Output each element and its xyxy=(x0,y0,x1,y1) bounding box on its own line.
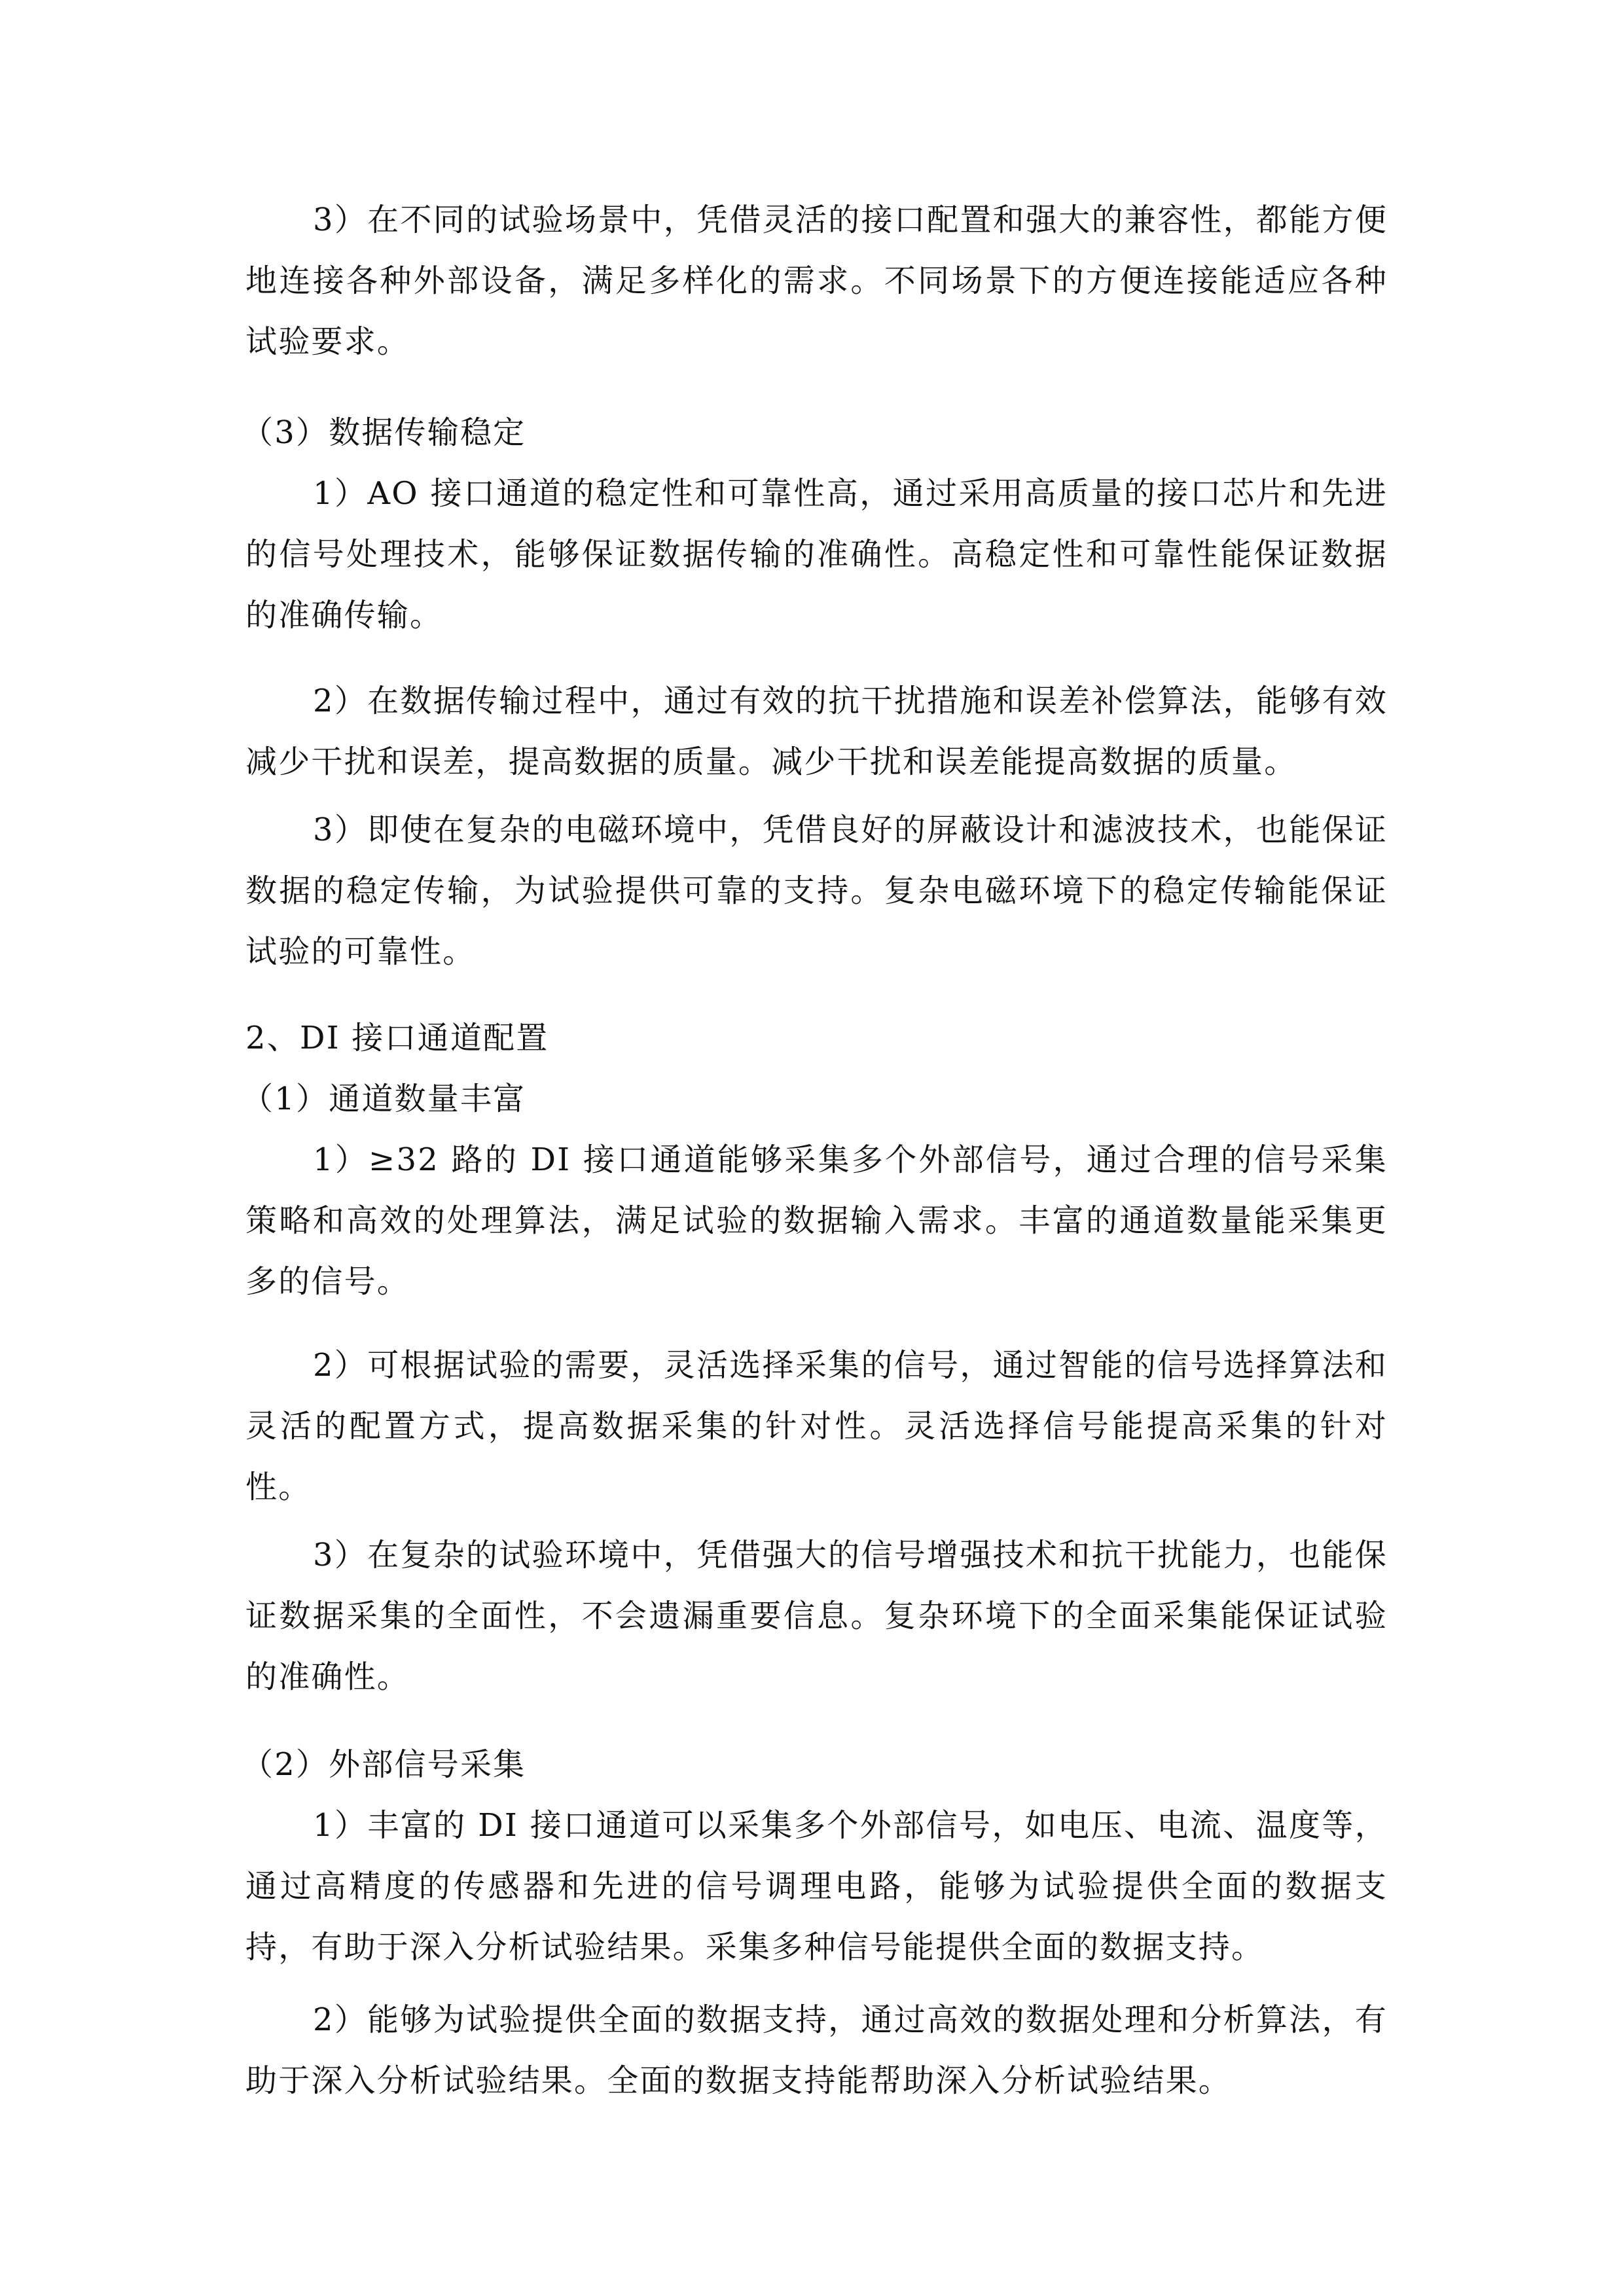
heading-di-channel-config: 2、DI 接口通道配置 xyxy=(245,1020,549,1056)
subheading-data-transmission-stable: （3）数据传输稳定 xyxy=(242,414,526,451)
subheading-external-signal-acquisition: （2）外部信号采集 xyxy=(242,1746,526,1783)
paragraph-data-support-2: 2）能够为试验提供全面的数据支持，通过高效的数据处理和分析算法，有助于深入分析试验结果。全面的数据支持能帮助深入分析试验结果。 xyxy=(245,2001,1388,2099)
paragraph-di-channels-1: 1）≥32 路的 DI 接口通道能够采集多个外部信号，通过合理的信号采集策略和高效的处理算法，满足试验的数据输入需求。丰富的通道数量能采集更多的信号。 xyxy=(245,1141,1388,1300)
paragraph-ao-connectivity-3: 3）在不同的试验场景中，凭借灵活的接口配置和强大的兼容性，都能方便地连接各种外部设备，满足多样化的需求。不同场景下的方便连接能适应各种试验要求。 xyxy=(245,202,1388,360)
paragraph-anti-interference-2: 2）在数据传输过程中，通过有效的抗干扰措施和误差补偿算法，能够有效减少干扰和误差，提高数据的质量。减少干扰和误差能提高数据的质量。 xyxy=(245,683,1388,780)
paragraph-di-signal-types-1: 1）丰富的 DI 接口通道可以采集多个外部信号，如电压、电流、温度等，通过高精度的传感器和先进的信号调理电路，能够为试验提供全面的数据支持，有助于深入分析试验结果。采集多种信号能提供全面的数据支持。 xyxy=(245,1807,1388,1965)
paragraph-signal-selection-2: 2）可根据试验的需要，灵活选择采集的信号，通过智能的信号选择算法和灵活的配置方式，提高数据采集的针对性。灵活选择信号能提高采集的针对性。 xyxy=(245,1347,1388,1505)
paragraph-emc-environment-3: 3）即使在复杂的电磁环境中，凭借良好的屏蔽设计和滤波技术，也能保证数据的稳定传输，为试验提供可靠的支持。复杂电磁环境下的稳定传输能保证试验的可靠性。 xyxy=(245,812,1388,970)
paragraph-complete-acquisition-3: 3）在复杂的试验环境中，凭借强大的信号增强技术和抗干扰能力，也能保证数据采集的全面性，不会遗漏重要信息。复杂环境下的全面采集能保证试验的准确性。 xyxy=(245,1537,1388,1695)
subheading-channel-count: （1）通道数量丰富 xyxy=(242,1081,526,1117)
paragraph-ao-stability-1: 1）AO 接口通道的稳定性和可靠性高，通过采用高质量的接口芯片和先进的信号处理技术，能够保证数据传输的准确性。高稳定性和可靠性能保证数据的准确传输。 xyxy=(245,475,1388,634)
